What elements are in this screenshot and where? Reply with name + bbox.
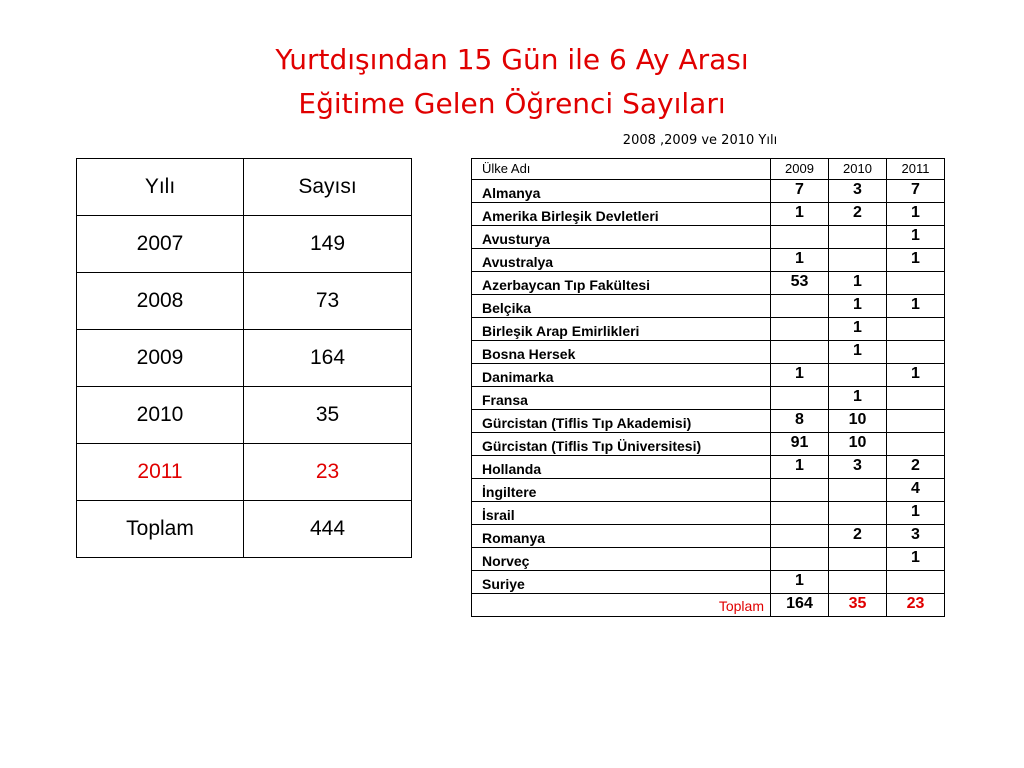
cell-year: 2010 [77, 387, 244, 444]
cell-2010 [829, 226, 887, 249]
cell-2010: 3 [829, 456, 887, 479]
cell-2011: 7 [887, 180, 945, 203]
cell-country: Bosna Hersek [472, 341, 771, 364]
table-row [77, 387, 412, 444]
cell-country: Amerika Birleşik Devletleri [472, 203, 771, 226]
cell-country: Romanya [472, 525, 771, 548]
cell-country: Suriye [472, 571, 771, 594]
cell-country: Gürcistan (Tiflis Tıp Üniversitesi) [472, 433, 771, 456]
cell-2010: 1 [829, 387, 887, 410]
table-total-row [77, 501, 412, 558]
table-row [472, 456, 945, 479]
cell-2010: 1 [829, 272, 887, 295]
table-total-row [472, 594, 945, 617]
cell-2009: 1 [771, 203, 829, 226]
cell-2009: 1 [771, 249, 829, 272]
table-row [472, 433, 945, 456]
cell-count: 73 [244, 273, 412, 330]
cell-2009 [771, 525, 829, 548]
cell-2010: 2 [829, 525, 887, 548]
cell-total-count: 444 [244, 501, 412, 558]
cell-2009 [771, 295, 829, 318]
cell-2009: 1 [771, 571, 829, 594]
cell-2010 [829, 571, 887, 594]
cell-country: İsrail [472, 502, 771, 525]
cell-2009 [771, 387, 829, 410]
total-label: Toplam [472, 594, 771, 617]
table-row [472, 387, 945, 410]
cell-2011 [887, 410, 945, 433]
table-row [472, 180, 945, 203]
cell-2010 [829, 502, 887, 525]
cell-2010: 10 [829, 433, 887, 456]
cell-country: Birleşik Arap Emirlikleri [472, 318, 771, 341]
cell-2009: 1 [771, 364, 829, 387]
cell-2011 [887, 272, 945, 295]
cell-2011: 1 [887, 203, 945, 226]
cell-2011 [887, 318, 945, 341]
header-count: Sayısı [244, 159, 412, 216]
cell-2011: 1 [887, 548, 945, 571]
cell-2010 [829, 249, 887, 272]
cell-2009 [771, 479, 829, 502]
cell-2010: 1 [829, 295, 887, 318]
country-breakdown-table [471, 158, 945, 617]
cell-2010: 3 [829, 180, 887, 203]
cell-country: Avusturya [472, 226, 771, 249]
table-row [77, 216, 412, 273]
table-row [472, 525, 945, 548]
table-row [77, 273, 412, 330]
cell-2011 [887, 433, 945, 456]
table-header-row [472, 159, 945, 180]
table-row [472, 364, 945, 387]
cell-2010: 2 [829, 203, 887, 226]
cell-count: 149 [244, 216, 412, 273]
cell-2011: 1 [887, 249, 945, 272]
cell-2009: 1 [771, 456, 829, 479]
table-row [472, 410, 945, 433]
header-2011: 2011 [887, 159, 945, 180]
header-year: Yılı [77, 159, 244, 216]
table-row [472, 318, 945, 341]
total-2010: 35 [829, 594, 887, 617]
cell-year: 2007 [77, 216, 244, 273]
cell-2009: 91 [771, 433, 829, 456]
cell-2010 [829, 364, 887, 387]
total-2011: 23 [887, 594, 945, 617]
cell-2010: 1 [829, 318, 887, 341]
table-row [472, 295, 945, 318]
cell-country: Gürcistan (Tiflis Tıp Akademisi) [472, 410, 771, 433]
cell-2011: 3 [887, 525, 945, 548]
cell-2009 [771, 548, 829, 571]
cell-country: Avustralya [472, 249, 771, 272]
cell-2011: 1 [887, 226, 945, 249]
table-row [472, 502, 945, 525]
table-subtitle: 2008 ,2009 ve 2010 Yılı [622, 133, 778, 148]
cell-year: 2009 [77, 330, 244, 387]
cell-2009: 7 [771, 180, 829, 203]
cell-2009: 8 [771, 410, 829, 433]
title-line-1: Yurtdışından 15 Gün ile 6 Ay Arası [275, 43, 749, 76]
table-row [472, 272, 945, 295]
cell-year: 2011 [77, 444, 244, 501]
cell-2010: 1 [829, 341, 887, 364]
cell-country: Danimarka [472, 364, 771, 387]
cell-country: Almanya [472, 180, 771, 203]
header-2010: 2010 [829, 159, 887, 180]
cell-2011: 4 [887, 479, 945, 502]
cell-2011: 2 [887, 456, 945, 479]
cell-2009 [771, 341, 829, 364]
cell-2010: 10 [829, 410, 887, 433]
cell-count: 35 [244, 387, 412, 444]
cell-2011 [887, 387, 945, 410]
table-row [472, 548, 945, 571]
cell-2011 [887, 571, 945, 594]
yearly-totals-table [76, 158, 412, 558]
cell-country: İngiltere [472, 479, 771, 502]
table-row-highlighted [77, 444, 412, 501]
cell-2009 [771, 502, 829, 525]
title-line-2: Eğitime Gelen Öğrenci Sayıları [298, 87, 726, 120]
cell-2010 [829, 548, 887, 571]
cell-2009: 53 [771, 272, 829, 295]
cell-2011: 1 [887, 364, 945, 387]
table-row [472, 571, 945, 594]
table-row [472, 341, 945, 364]
table-header-row [77, 159, 412, 216]
cell-2011 [887, 341, 945, 364]
cell-2010 [829, 479, 887, 502]
header-2009: 2009 [771, 159, 829, 180]
cell-total-label: Toplam [77, 501, 244, 558]
table-row [472, 249, 945, 272]
cell-country: Fransa [472, 387, 771, 410]
cell-country: Belçika [472, 295, 771, 318]
cell-2009 [771, 318, 829, 341]
cell-country: Azerbaycan Tıp Fakültesi [472, 272, 771, 295]
cell-2011: 1 [887, 502, 945, 525]
cell-count: 23 [244, 444, 412, 501]
cell-year: 2008 [77, 273, 244, 330]
cell-country: Hollanda [472, 456, 771, 479]
header-country: Ülke Adı [472, 159, 771, 180]
total-2009: 164 [771, 594, 829, 617]
cell-2009 [771, 226, 829, 249]
cell-2011: 1 [887, 295, 945, 318]
page-title [0, 38, 1024, 126]
table-row [472, 203, 945, 226]
cell-count: 164 [244, 330, 412, 387]
table-row [472, 226, 945, 249]
table-row [77, 330, 412, 387]
cell-country: Norveç [472, 548, 771, 571]
table-row [472, 479, 945, 502]
